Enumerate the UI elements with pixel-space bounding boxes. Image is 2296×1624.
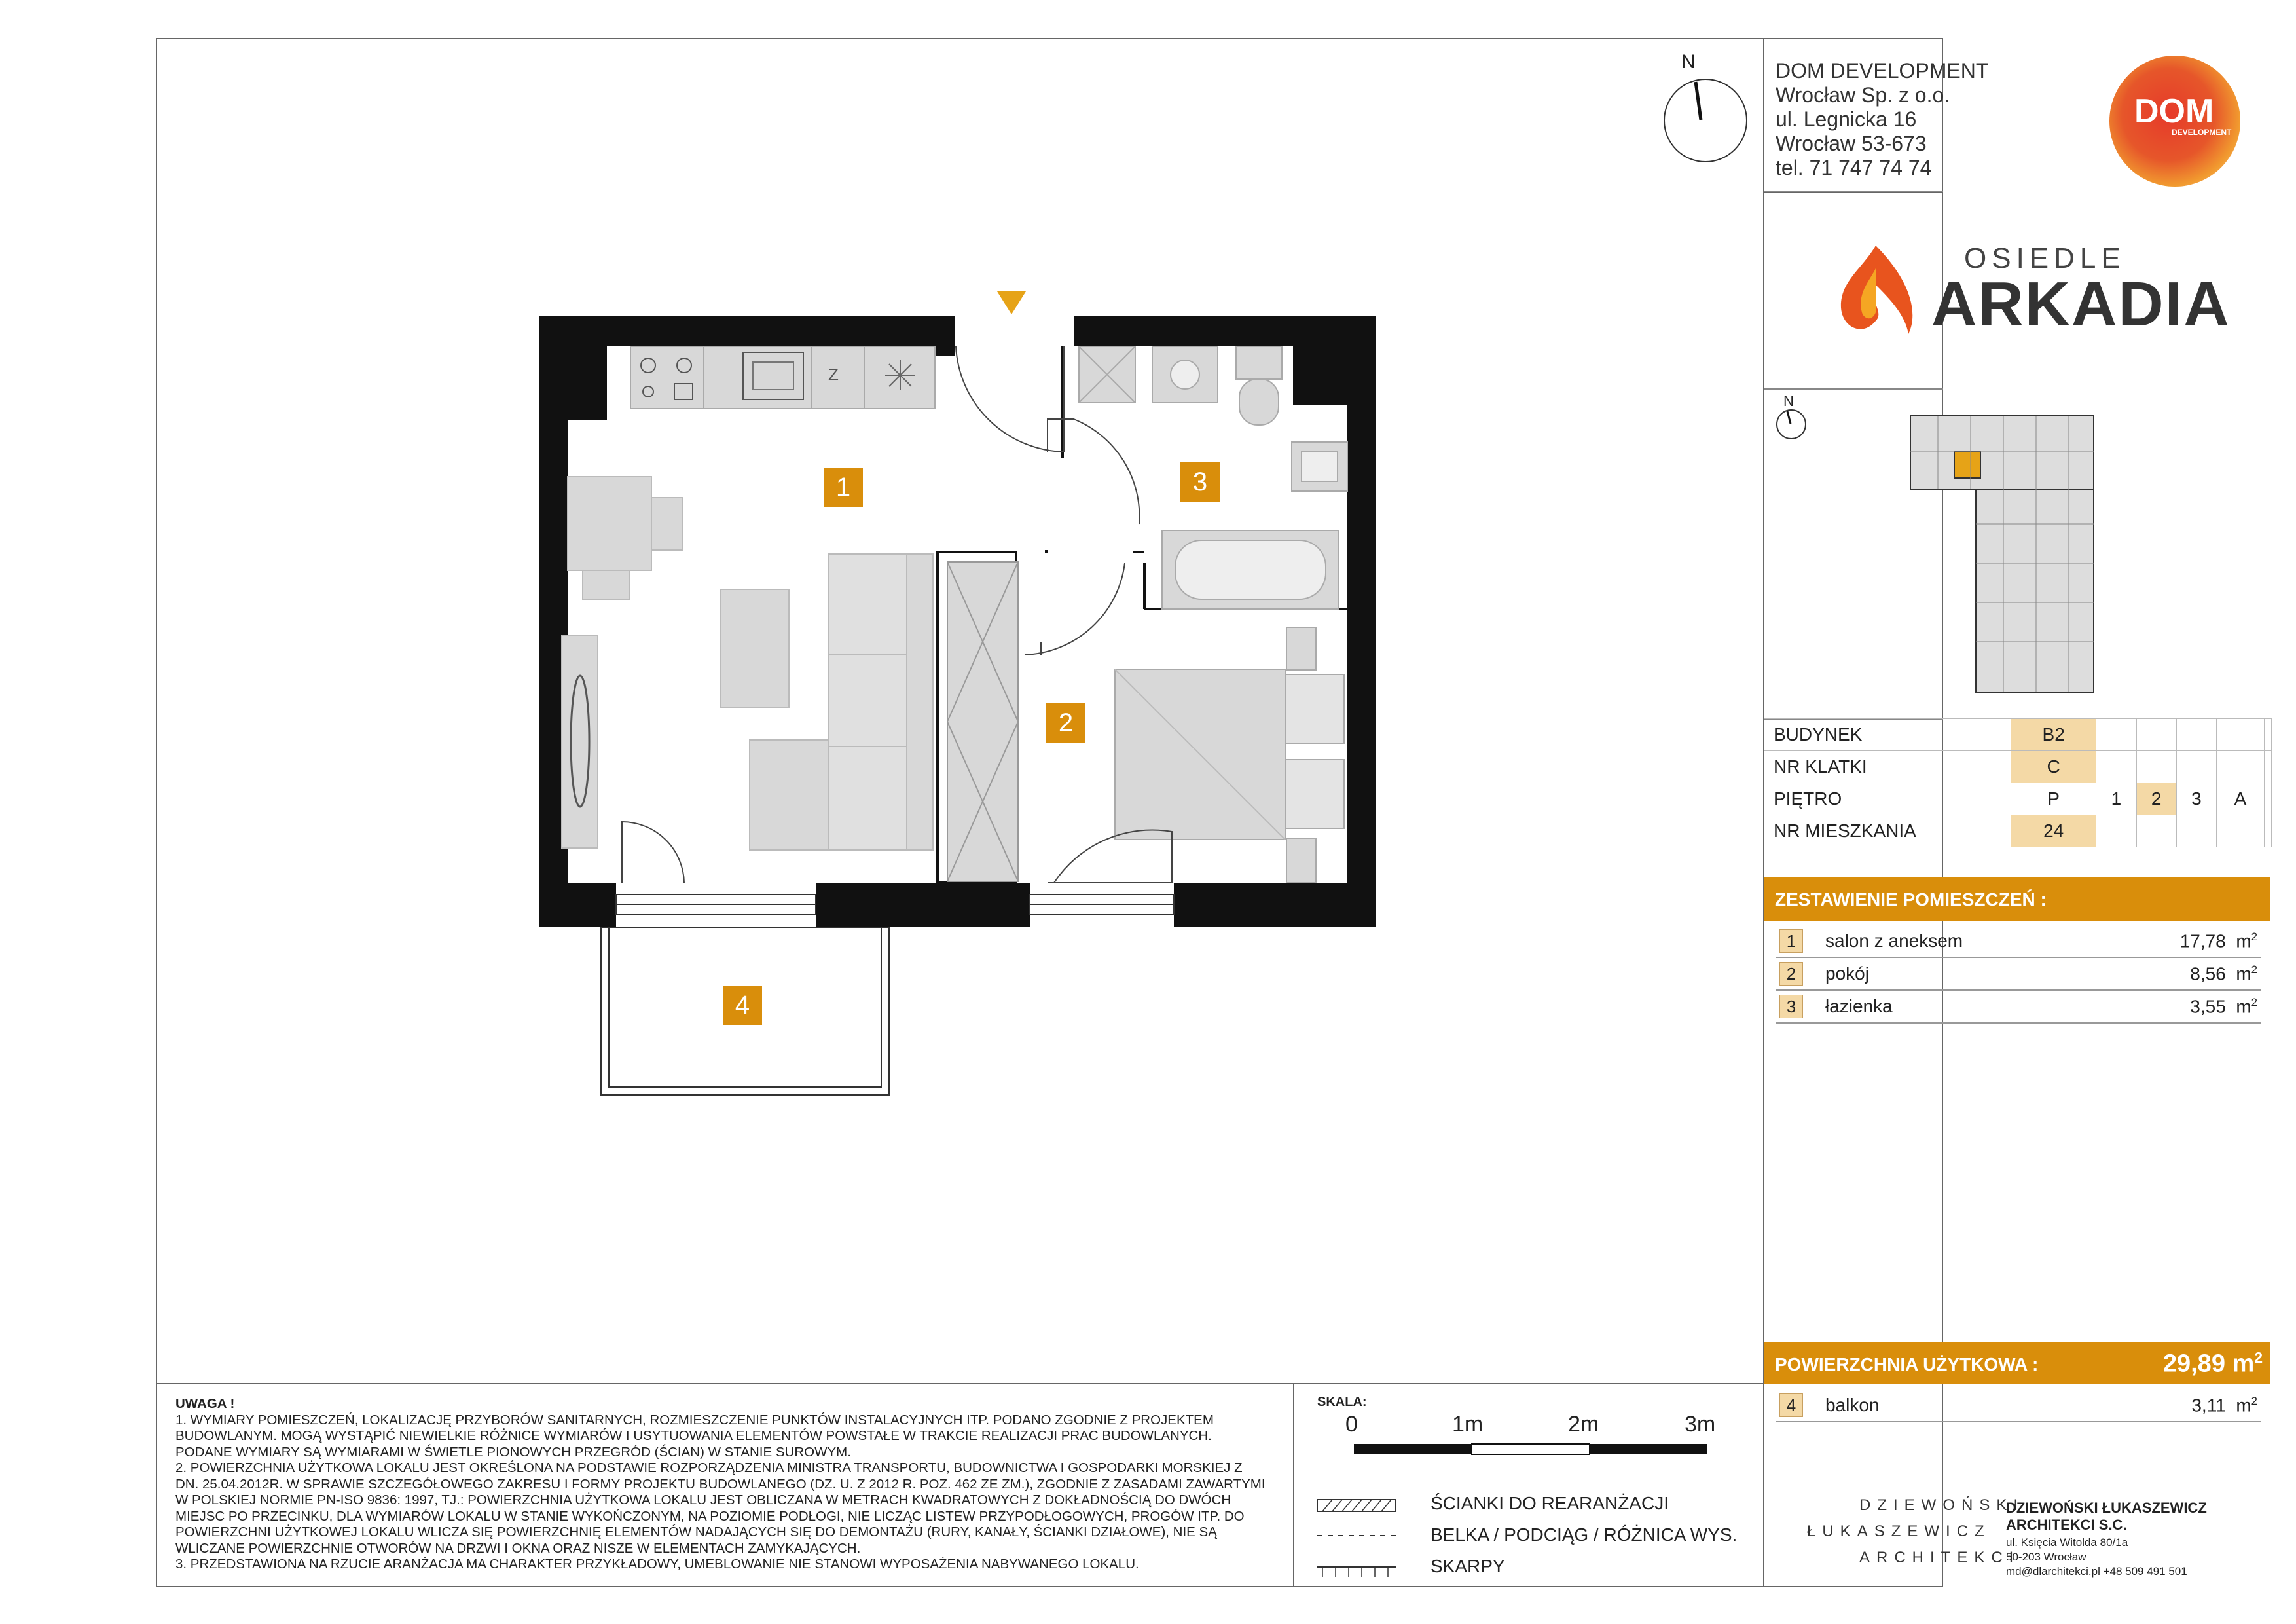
keyplan-compass-label: N (1783, 393, 1794, 409)
scale-title: SKALA: (1317, 1395, 1367, 1409)
key-plan (1777, 410, 2094, 692)
stair-label: NR KLATKI (1764, 751, 2011, 783)
room-number: 2 (1779, 962, 1803, 986)
legend-rearrangement: ŚCIANKI DO REARANŻACJI (1430, 1493, 1669, 1513)
architect-address-2: 50-203 Wrocław (2006, 1551, 2086, 1563)
kitchen-counter (630, 346, 935, 409)
floor-2-selected: 2 (2136, 783, 2176, 815)
arkadia-flame-icon (1827, 242, 1925, 341)
apartment-info-grid (1764, 718, 2272, 847)
notes-block (175, 1396, 1269, 1573)
logo-subtext: DEVELOPMENT (2172, 128, 2232, 137)
note-3: 3. PRZEDSTAWIONA NA RZUCIE ARANŻACJA MA CHARAKTER PRZYKŁADOWY, UMEBLOWANIE NIE STANOWI WYPOSAŻENIA NABYWANEGO LOKALU. (175, 1557, 1139, 1572)
project-line2: ARKADIA (1931, 269, 2231, 339)
developer-phone: tel. 71 747 74 74 (1776, 156, 1932, 179)
rooms-header-text: ZESTAWIENIE POMIESZCZEŃ : (1775, 889, 2047, 910)
room-area: 8,56 $m^2$ (2190, 963, 2257, 984)
wardrobe (947, 562, 1018, 881)
legend-slopes: SKARPY (1430, 1556, 1505, 1576)
balcony-number: 4 (1779, 1393, 1803, 1417)
room-name: salon z aneksem (1825, 931, 1963, 951)
rooms-header (1764, 877, 2270, 921)
logo-text: DOM (2134, 92, 2214, 130)
architect-contact: md@dlarchitekci.pl +48 509 491 501 (2006, 1565, 2187, 1578)
legend-symbols (1317, 1500, 1396, 1577)
building-value: B2 (2011, 719, 2096, 751)
dining-set (568, 477, 683, 600)
room-row (1776, 925, 2261, 958)
room-label-1: 1 (824, 468, 863, 507)
room-area: 3,55 $m^2$ (2190, 996, 2257, 1017)
total-area-label: POWIERZCHNIA UŻYTKOWA : (1775, 1354, 2039, 1375)
balcony-name: balkon (1825, 1395, 1880, 1415)
room-name: pokój (1825, 963, 1869, 984)
stair-value: C (2011, 751, 2096, 783)
project-line1: OSIEDLE (1964, 242, 2126, 274)
developer-street: ul. Legnicka 16 (1776, 107, 1917, 131)
fridge-label: Z (828, 365, 839, 384)
scale-tick-3: 3m (1685, 1412, 1716, 1437)
legend-beam: BELKA / PODCIĄG / RÓŻNICA WYS. (1430, 1524, 1738, 1545)
notes-title: UWAGA ! (175, 1396, 235, 1411)
building-label: BUDYNEK (1764, 719, 2011, 751)
total-area-value: 29,89 $m^2$ (2162, 1349, 2263, 1378)
tv-cabinet (562, 635, 598, 848)
apartment-value: 24 (2011, 815, 2096, 847)
room-number: 1 (1779, 929, 1803, 953)
room-label-3: 3 (1180, 462, 1220, 502)
arkadia-logo (1827, 242, 2232, 341)
building-row (1764, 719, 2272, 751)
developer-city: Wrocław 53-673 (1776, 132, 1927, 155)
developer-name: DOM DEVELOPMENT (1776, 59, 1989, 83)
floor-label: PIĘTRO (1764, 783, 2011, 815)
bed (1115, 627, 1344, 883)
architect-logo-line3: ARCHITEKCI (1859, 1549, 2020, 1566)
architect-logo (1807, 1496, 2025, 1572)
room-label-4: 4 (723, 986, 762, 1025)
living-furniture (720, 554, 933, 850)
developer-company: Wrocław Sp. z o.o. (1776, 83, 1950, 107)
note-2: 2. POWIERZCHNIA UŻYTKOWA LOKALU JEST OKREŚLONA NA PODSTAWIE ROZPORZĄDZENIA MINISTRA TRANSPORTU, BUDOWNICTWA I GOSPODARKI MORSKIEJ Z DN. 25.04.2012R. W SPRAWIE SZCZEGÓŁOWEGO ZAKRESU I FORMY PROJEKTU BUDOWLANEGO (DZ. U. Z 2012 R. POZ. 462 ZE ZM.), ZGODNIE Z ZASADAMI ZAWARTYMI W POLSKIEJ NORMIE PN-ISO 9836: 1997, TJ.: POWIERZCHNIA UŻYTKOWA LOKALU JEST OBLICZANA W METRACH KWADRATOWYCH Z DOKŁADNOŚCIĄ DO DWÓCH MIEJSC PO PRZECINKU, DLA WYMIARÓW LOKALU W STANIE WYKOŃCZONYM, NA POZIOMIE PODŁOGI, NIE LICZĄC LISTEW PRZYPODŁOGOWYCH, PROGÓW ITP. DO POWIERZCHNI UŻYTKOWEJ LOKALU WLICZA SIĘ POWIERZCHNIĘ ELEMENTÓW NADAJĄCYCH SIĘ DO DEMONTAŻU (RURY, KANAŁY, ŚCIANKI DZIAŁOWE), NIE SĄ WLICZANE POWIERZCHNIE OTWORÓW NA DRZWI I OKNA ORAZ NISZE W ELEMENTACH ZAMYKAJĄCYCH. (175, 1460, 1266, 1556)
floor-a: A (2217, 783, 2265, 815)
balcony-row (1776, 1390, 2261, 1422)
floor-1: 1 (2096, 783, 2136, 815)
floor-p: P (2011, 783, 2096, 815)
room-label-2: 2 (1046, 703, 1085, 743)
architect-logo-line1: DZIEWOŃSKI (1859, 1496, 2025, 1514)
architect-name-2: ARCHITEKCI S.C. (2006, 1517, 2127, 1533)
north-compass (1664, 79, 1747, 162)
scale-bar (1354, 1444, 1707, 1454)
floor-3: 3 (2176, 783, 2216, 815)
balcony-area: 3,11 $m^2$ (2191, 1395, 2257, 1416)
entrance-marker (997, 291, 1026, 314)
apartment-row (1764, 815, 2272, 847)
room-name: łazienka (1825, 996, 1893, 1016)
architect-address-1: ul. Księcia Witolda 80/1a (2006, 1536, 2128, 1549)
dom-development-logo (2109, 56, 2240, 187)
scale-tick-1: 1m (1452, 1412, 1484, 1437)
room-row (1776, 991, 2261, 1024)
total-area-bar (1764, 1342, 2270, 1384)
room-area: 17,78 $m^2$ (2179, 931, 2257, 951)
stair-row (1764, 751, 2272, 783)
architect-name-1: DZIEWOŃSKI ŁUKASZEWICZ (2006, 1500, 2207, 1516)
room-number: 3 (1779, 995, 1803, 1018)
note-1: 1. WYMIARY POMIESZCZEŃ, LOKALIZACJĘ PRZYBORÓW SANITARNYCH, ROZMIESZCZENIE PUNKTÓW INSTALACYJNYCH ITP. PODANO ZGODNIE Z PROJEKTEM BUDOWLANYM. MOGĄ WYSTĄPIĆ NIEWIELKIE RÓŻNICE WYMIARÓW I USYTUOWANIA ELEMENTÓW POWSTAŁE W TRAKCIE REALIZACJI PRAC BUDOWLANYCH. PODANE WYMIARY SĄ WYMIARAMI W ŚWIETLE PIONOWYCH PRZEGRÓD (ŚCIAN) W STANIE SUROWYM. (175, 1412, 1214, 1460)
room-row (1776, 958, 2261, 991)
compass-label: N (1681, 51, 1696, 73)
apartment-label: NR MIESZKANIA (1764, 815, 2011, 847)
architect-logo-line2: ŁUKASZEWICZ (1807, 1522, 1991, 1540)
scale-tick-0: 0 (1345, 1412, 1358, 1437)
scale-tick-2: 2m (1568, 1412, 1599, 1437)
floor-row (1764, 783, 2272, 815)
